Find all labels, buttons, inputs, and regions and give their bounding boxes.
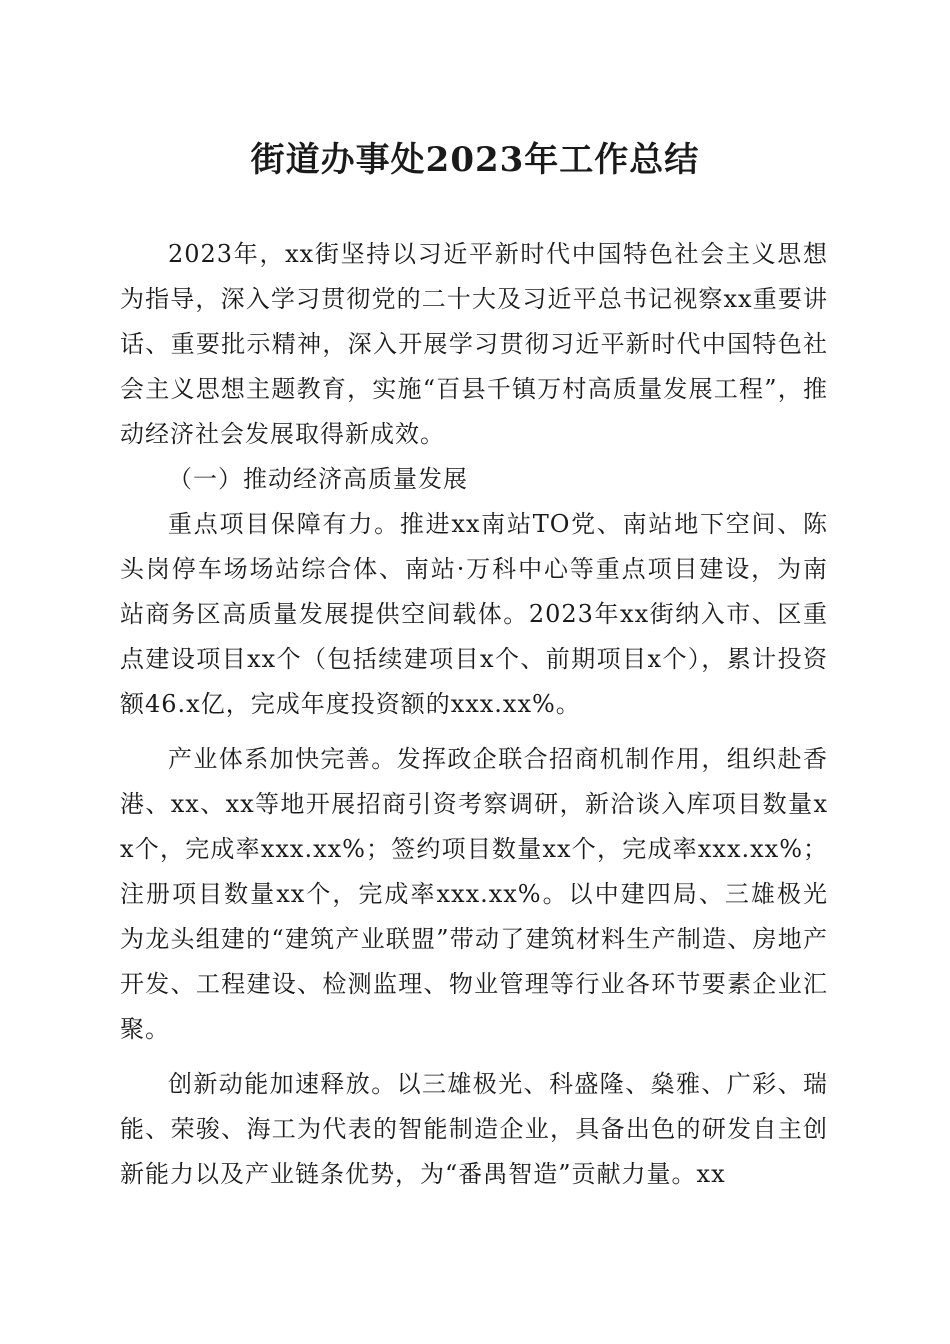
document-body	[120, 232, 828, 1197]
body-paragraph: 创新动能加速释放。以三雄极光、科盛隆、燊雅、广彩、瑞能、荣骏、海工为代表的智能制造企业，具备出色的研发自主创新能力以及产业链条优势，为“番禺智造”贡献力量。xx	[120, 1070, 828, 1188]
paragraph-gap	[120, 1052, 828, 1062]
body-paragraph: 重点项目保障有力。推进xx南站TO党、南站地下空间、陈头岗停车场场站综合体、南站·万科中心等重点项目建设，为南站商务区高质量发展提供空间载体。2023年xx街纳入市、区重点建设项目xx个（包括续建项目x个、前期项目x个），累计投资额46.x亿，完成年度投资额的xxx.xx%。	[120, 510, 828, 718]
document-title: 街道办事处2023年工作总结	[250, 140, 700, 180]
body-paragraph: 产业体系加快完善。发挥政企联合招商机制作用，组织赴香港、xx、xx等地开展招商引资考察调研，新洽谈入库项目数量xx个，完成率xxx.xx%；签约项目数量xx个，完成率xxx.xx%；注册项目数量xx个，完成率xxx.xx%。以中建四局、三雄极光为龙头组建的“建筑产业联盟”带动了建筑材料生产制造、房地产开发、工程建设、检测监理、物业管理等行业各环节要素企业汇聚。	[120, 745, 828, 1043]
section-heading: （一）推动经济高质量发展	[168, 465, 468, 493]
paragraph-gap	[120, 727, 828, 737]
intro-paragraph: 2023年，xx街坚持以习近平新时代中国特色社会主义思想为指导，深入学习贯彻党的二十大及习近平总书记视察xx重要讲话、重要批示精神，深入开展学习贯彻习近平新时代中国特色社会主义思想主题教育，实施“百县千镇万村高质量发展工程”，推动经济社会发展取得新成效。	[120, 240, 828, 448]
